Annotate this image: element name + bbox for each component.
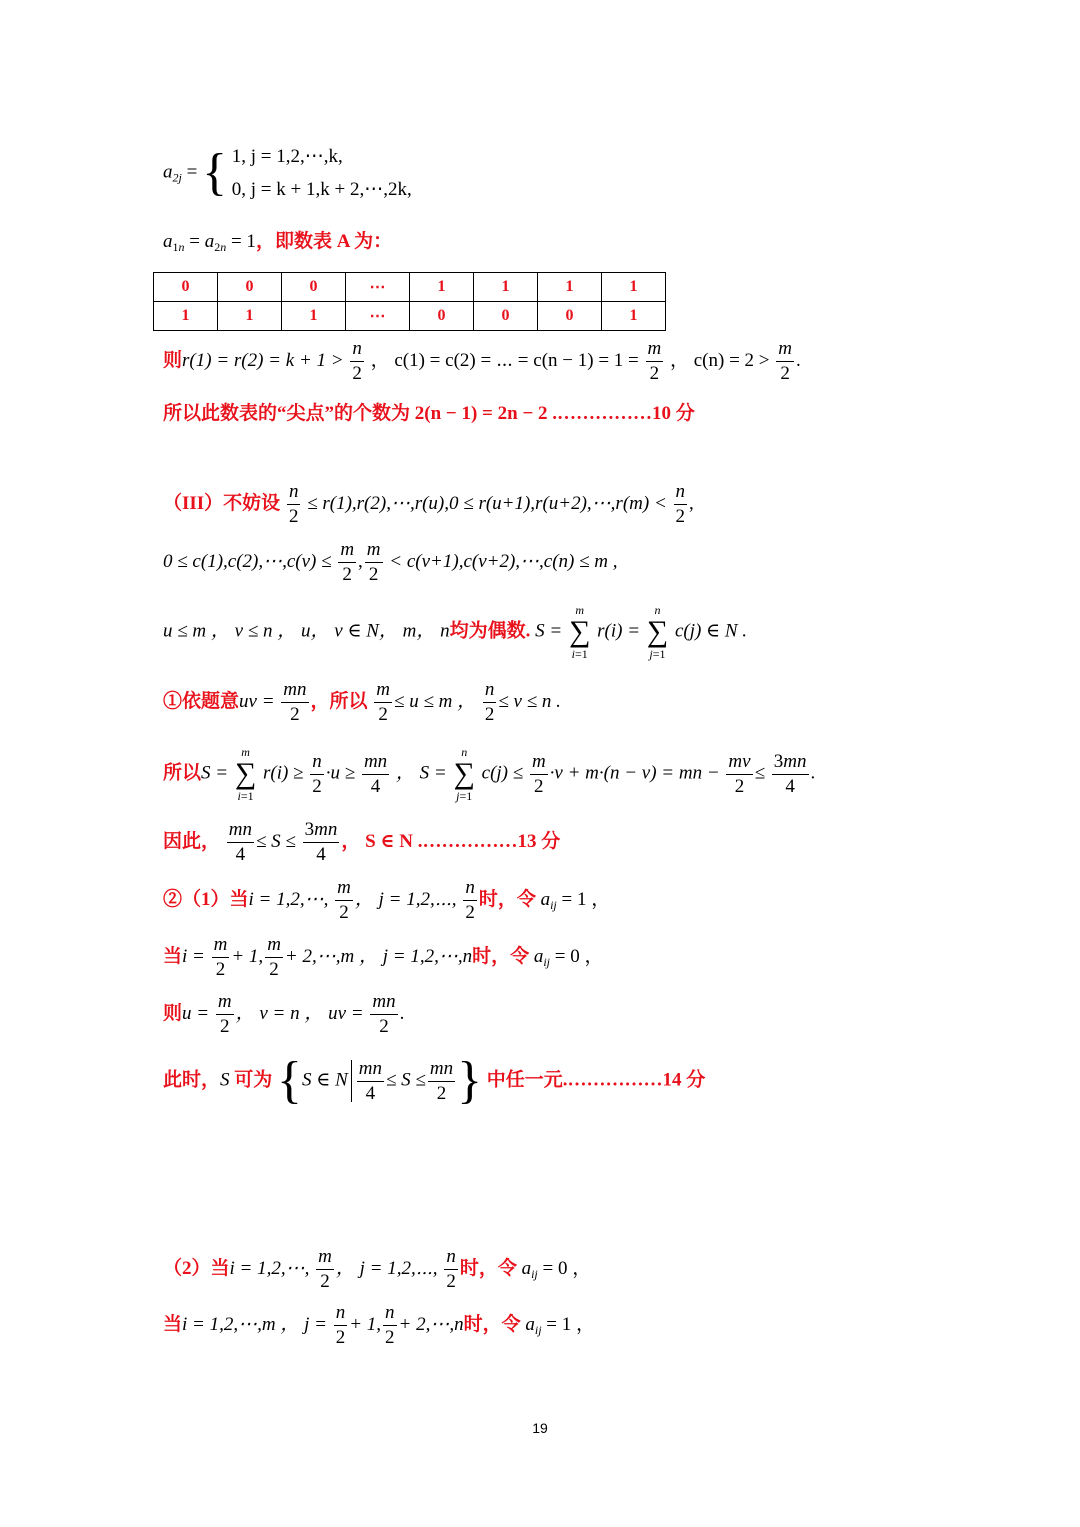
therefore-label: 因此，	[163, 830, 221, 852]
at-this-time-line	[163, 1052, 706, 1109]
case-1-value: = 1 ，	[561, 888, 611, 910]
therefore-line	[163, 818, 560, 867]
a1n-math: = 1	[230, 231, 256, 252]
a2j-definition: $a_{2j}$ = { 1, j = 1,2,⋯,k, 0, j = k + 1,k + 2,⋯,2k,	[163, 140, 412, 206]
table-cell: 1	[538, 273, 602, 302]
fraction-3mn-over-4: $\frac{3mn}{4}$	[773, 750, 807, 797]
set-divider	[351, 1060, 352, 1102]
sum-s-2: ， S =	[395, 762, 447, 784]
case-2b-label: 当	[163, 1313, 183, 1335]
fraction-n-over-2: $\frac{n}{2}$	[288, 481, 299, 527]
fraction-mn-over-4: $\frac{mn}{4}$	[363, 750, 388, 797]
then-v-uv: ， v = n ， uv =	[235, 1002, 364, 1024]
sum-symbol: m ∑ i=1	[234, 745, 257, 803]
case-2-value: = 0 ，	[542, 1257, 592, 1279]
fraction-m-over-2: $\frac{m}{2}$	[337, 877, 351, 923]
case-2b-rest: + 2,⋯,n	[398, 1313, 464, 1335]
then-u: u =	[182, 1002, 210, 1024]
fraction-n-over-2: $\frac{n}{2}$	[352, 338, 362, 384]
fraction-3mn-over-4: $\frac{3mn}{4}$	[304, 819, 338, 865]
fraction-m-over-2: $\frac{m}{2}$	[318, 1246, 332, 1292]
fraction-mn-over-4: $\frac{mn}{4}$	[228, 819, 252, 865]
item-1-v-range: ≤ v ≤ n .	[498, 690, 561, 712]
case-2b-plus1: + 1,	[349, 1313, 382, 1335]
case-1b-rest: + 2,⋯,m ， j = 1,2,⋯,n	[284, 945, 473, 967]
part-iii-line: （III）不妨设 $\frac{n}{2}$ ≤ r(1),r(2),⋯,r(u),0 ≤ r(u+1),r(u+2),⋯,r(m) < $\frac{n}{2}$ ,	[163, 481, 694, 527]
table-cell: 1	[282, 302, 346, 331]
item-1-so: ，所以	[310, 690, 368, 712]
fraction-n-over-2: $\frac{n}{2}$	[385, 1302, 395, 1348]
table-cell: 0	[410, 302, 474, 331]
sum-r-ge: r(i) ≥	[262, 762, 304, 784]
sum-c-le: c(j) ≤	[481, 762, 524, 784]
table-cell: 0	[218, 273, 282, 302]
sum-r: r(i) =	[597, 620, 641, 642]
fraction-n-over-2: $\frac{n}{2}$	[335, 1302, 346, 1348]
a2j-symbol: a	[163, 161, 173, 183]
fraction-mv-over-2: $\frac{mv}{2}$	[728, 750, 751, 797]
case-2b-i: i = 1,2,⋯,m ， j =	[182, 1313, 327, 1335]
case-row-2: 0, j = k + 1,k + 2,⋯,2k,	[231, 179, 412, 200]
case-row-1: 1, j = 1,2,⋯,k,	[231, 146, 343, 167]
fraction-mn-over-4: $\frac{mn}{4}$	[358, 1057, 382, 1104]
sum-c: c(j) ∈ N .	[674, 620, 748, 642]
fraction-m-over-2: $\frac{m}{2}$	[376, 679, 391, 725]
so-label: 所以	[163, 762, 202, 784]
case-1b-i: i =	[182, 945, 205, 967]
table-cell: 1	[218, 302, 282, 331]
sum-bounds-line: 所以S = m ∑ i=1 r(i) ≥ $\frac{n}{2}$ ·u ≥ $\frac{mn}{4}$ ， S = n ∑ j=1 c(j) ≤ $\frac{m}{2}$ ·v + m·(n − v) = mn − $\frac{mv}{2}$ ≤ $\frac{3mn}{4}$ .	[163, 745, 816, 803]
case-1-j-range: ， j = 1,2,⋯,	[354, 888, 457, 910]
case-1b-line: 当i = $\frac{m}{2}$ + 1, $\frac{m}{2}$ + 2,⋯,m ， j = 1,2,⋯,n时，令 $a_{ij} = 0$ ，	[163, 934, 604, 980]
case-2-let: 时，令	[459, 1257, 517, 1279]
sum-symbol: n ∑ j=1	[453, 745, 475, 803]
then-label: 则	[163, 1002, 183, 1024]
table-cell: 1	[602, 302, 666, 331]
aij-symbol: a	[540, 888, 551, 910]
table-cell: 0	[474, 302, 538, 331]
at-s: S	[220, 1069, 230, 1091]
left-brace: {	[202, 144, 228, 201]
item-1-u-range: ≤ u ≤ m ，	[394, 690, 477, 712]
fraction-m-over-2: $\frac{m}{2}$	[531, 750, 546, 797]
table-row	[154, 273, 666, 302]
case-2b-let: 时，令	[463, 1313, 521, 1335]
fraction-m-over-2: $\frac{m}{2}$	[778, 338, 792, 384]
case-1-line: ②（1）当i = 1,2,⋯, $\frac{m}{2}$ ， j = 1,2,⋯, $\frac{n}{2}$ 时，令 $a_{ij} = 1$ ，	[163, 877, 611, 923]
sum-symbol: n ∑ j=1	[646, 603, 669, 661]
a1n-text: ，即数表 A 为：	[255, 231, 393, 252]
fraction-mn-over-2: $\frac{mn}{2}$	[429, 1057, 454, 1104]
case-1b-plus1: + 1,	[231, 945, 264, 967]
fraction-n-over-2: $\frac{n}{2}$	[484, 679, 495, 725]
fraction-m-over-2: $\frac{m}{2}$	[213, 934, 228, 980]
table-cell: 0	[154, 273, 218, 302]
fraction-mn-over-2: $\frac{mn}{2}$	[372, 991, 396, 1037]
c-ineq-part-a: 0 ≤ c(1),c(2),⋯,c(v) ≤	[163, 550, 332, 572]
table-cell: 0	[282, 273, 346, 302]
therefore-ineq: ≤ S ≤	[256, 830, 296, 852]
peak-count-line: 所以此数表的“尖点”的个数为 2(n − 1) = 2n − 2 .……………10 分	[163, 403, 695, 424]
case-1b-let: 时，令	[472, 945, 530, 967]
case-2b-value: = 1 ，	[546, 1313, 595, 1335]
part-iii-math: ≤ r(1),r(2),⋯,r(u),0 ≤ r(u+1),r(u+2),⋯,r(m) <	[307, 492, 667, 514]
uv-conditions: u ≤ m ， v ≤ n ， u， v ∈ N， m， n	[163, 620, 450, 642]
sum-s: S =	[201, 762, 229, 784]
table-cell: ⋯	[346, 273, 410, 302]
sum-u-ge: ·u ≥	[325, 762, 356, 784]
case-1-let: 时，令	[478, 888, 536, 910]
at-score: 中任一元.……………14 分	[486, 1069, 706, 1091]
therefore-score: ， S ∈ N .……………13 分	[341, 830, 561, 852]
fraction-n-over-2: $\frac{n}{2}$	[446, 1246, 456, 1292]
at-may-be: 可为	[234, 1069, 273, 1091]
c-equation: ， c(1) = c(2) = ⋯ = c(n − 1) = 1 =	[370, 349, 639, 371]
case-2-label: （2）当	[163, 1257, 230, 1279]
sum-le: ≤	[754, 762, 766, 784]
r-equation: r(1) = r(2) = k + 1 >	[182, 349, 344, 371]
case-1b-label: 当	[163, 945, 183, 967]
table-cell: 1	[154, 302, 218, 331]
a1n-line: $a_{1n} = a_{2n} = 1$，即数表 A 为：	[163, 231, 393, 254]
fraction-m-over-2: $\frac{m}{2}$	[366, 539, 381, 585]
page-number: 19	[532, 1420, 548, 1436]
left-brace: {	[277, 1052, 302, 1109]
case-1b-value: = 0 ，	[554, 945, 604, 967]
set-ineq: ≤ S ≤	[385, 1069, 426, 1091]
table-cell: 1	[474, 273, 538, 302]
right-brace: }	[457, 1052, 483, 1109]
fraction-mn-over-2: $\frac{mn}{2}$	[283, 679, 307, 725]
fraction-n-over-2: $\frac{n}{2}$	[312, 750, 322, 797]
fraction-m-over-2: $\frac{m}{2}$	[340, 539, 355, 585]
table-cell: 1	[602, 273, 666, 302]
fraction-n-over-2: $\frac{n}{2}$	[465, 877, 475, 923]
sum-symbol: m ∑ i=1	[569, 603, 591, 661]
part-iii-label: （III）不妨设	[163, 492, 281, 514]
number-table	[153, 272, 666, 331]
fraction-m-over-2: $\frac{m}{2}$	[217, 991, 232, 1037]
then-line: 则u = $\frac{m}{2}$ ， v = n ， uv = $\frac{mn}{2}$ .	[163, 991, 405, 1037]
case-2b-line: 当i = 1,2,⋯,m ， j = $\frac{n}{2}$ + 1, $\frac{n}{2}$ + 2,⋯,n时，令 $a_{ij} = 1$ ，	[163, 1302, 595, 1348]
item-1-line	[163, 678, 561, 727]
a2j-subscript: 2j	[172, 170, 182, 185]
s-def: S =	[535, 620, 563, 642]
table-cell: ⋯	[346, 302, 410, 331]
c-ineq-part-b: < c(v+1),c(v+2),⋯,c(n) ≤ m ,	[389, 550, 618, 572]
case-2-line: （2）当i = 1,2,⋯, $\frac{m}{2}$ ， j = 1,2,⋯, $\frac{n}{2}$ 时，令 $a_{ij} = 0$ ，	[163, 1246, 592, 1292]
item-1-label: ①依题意	[163, 690, 240, 712]
fraction-n-over-2: $\frac{n}{2}$	[675, 481, 686, 527]
case-2-j-range: ， j = 1,2,⋯,	[335, 1257, 438, 1279]
fraction-m-over-2: $\frac{m}{2}$	[647, 338, 662, 384]
sum-expansion: ·v + m·(n − v) = mn −	[549, 762, 720, 784]
case-1-i-range: i = 1,2,⋯,	[248, 888, 329, 910]
at-label: 此时，	[163, 1069, 221, 1091]
set-s-in-n: S ∈ N	[302, 1069, 348, 1091]
table-cell: 0	[538, 302, 602, 331]
c-inequality-line: 0 ≤ c(1),c(2),⋯,c(v) ≤ $\frac{m}{2}$ , $\frac{m}{2}$ < c(v+1),c(v+2),⋯,c(n) ≤ m ,	[163, 539, 618, 585]
case-2-i-range: i = 1,2,⋯,	[229, 1257, 310, 1279]
item-1-uv: uv =	[239, 690, 275, 712]
table-cell: 1	[410, 273, 474, 302]
even-note: 均为偶数.	[449, 620, 531, 642]
r-values-line: 则r(1) = r(2) = k + 1 > $\frac{n}{2}$ ， c(1) = c(2) = ⋯ = c(n − 1) = 1 = $\frac{m}{2}$ ， c(n) = 2 > $\frac{m}{2}$ .	[163, 338, 801, 384]
uv-conditions-line	[163, 603, 747, 661]
table-row	[154, 302, 666, 331]
cases-block	[232, 140, 412, 206]
then-prefix: 则	[163, 349, 183, 371]
cn-equation: ， c(n) = 2 >	[669, 349, 770, 371]
fraction-m-over-2: $\frac{m}{2}$	[267, 934, 281, 980]
case-1-label: ②（1）当	[163, 888, 249, 910]
